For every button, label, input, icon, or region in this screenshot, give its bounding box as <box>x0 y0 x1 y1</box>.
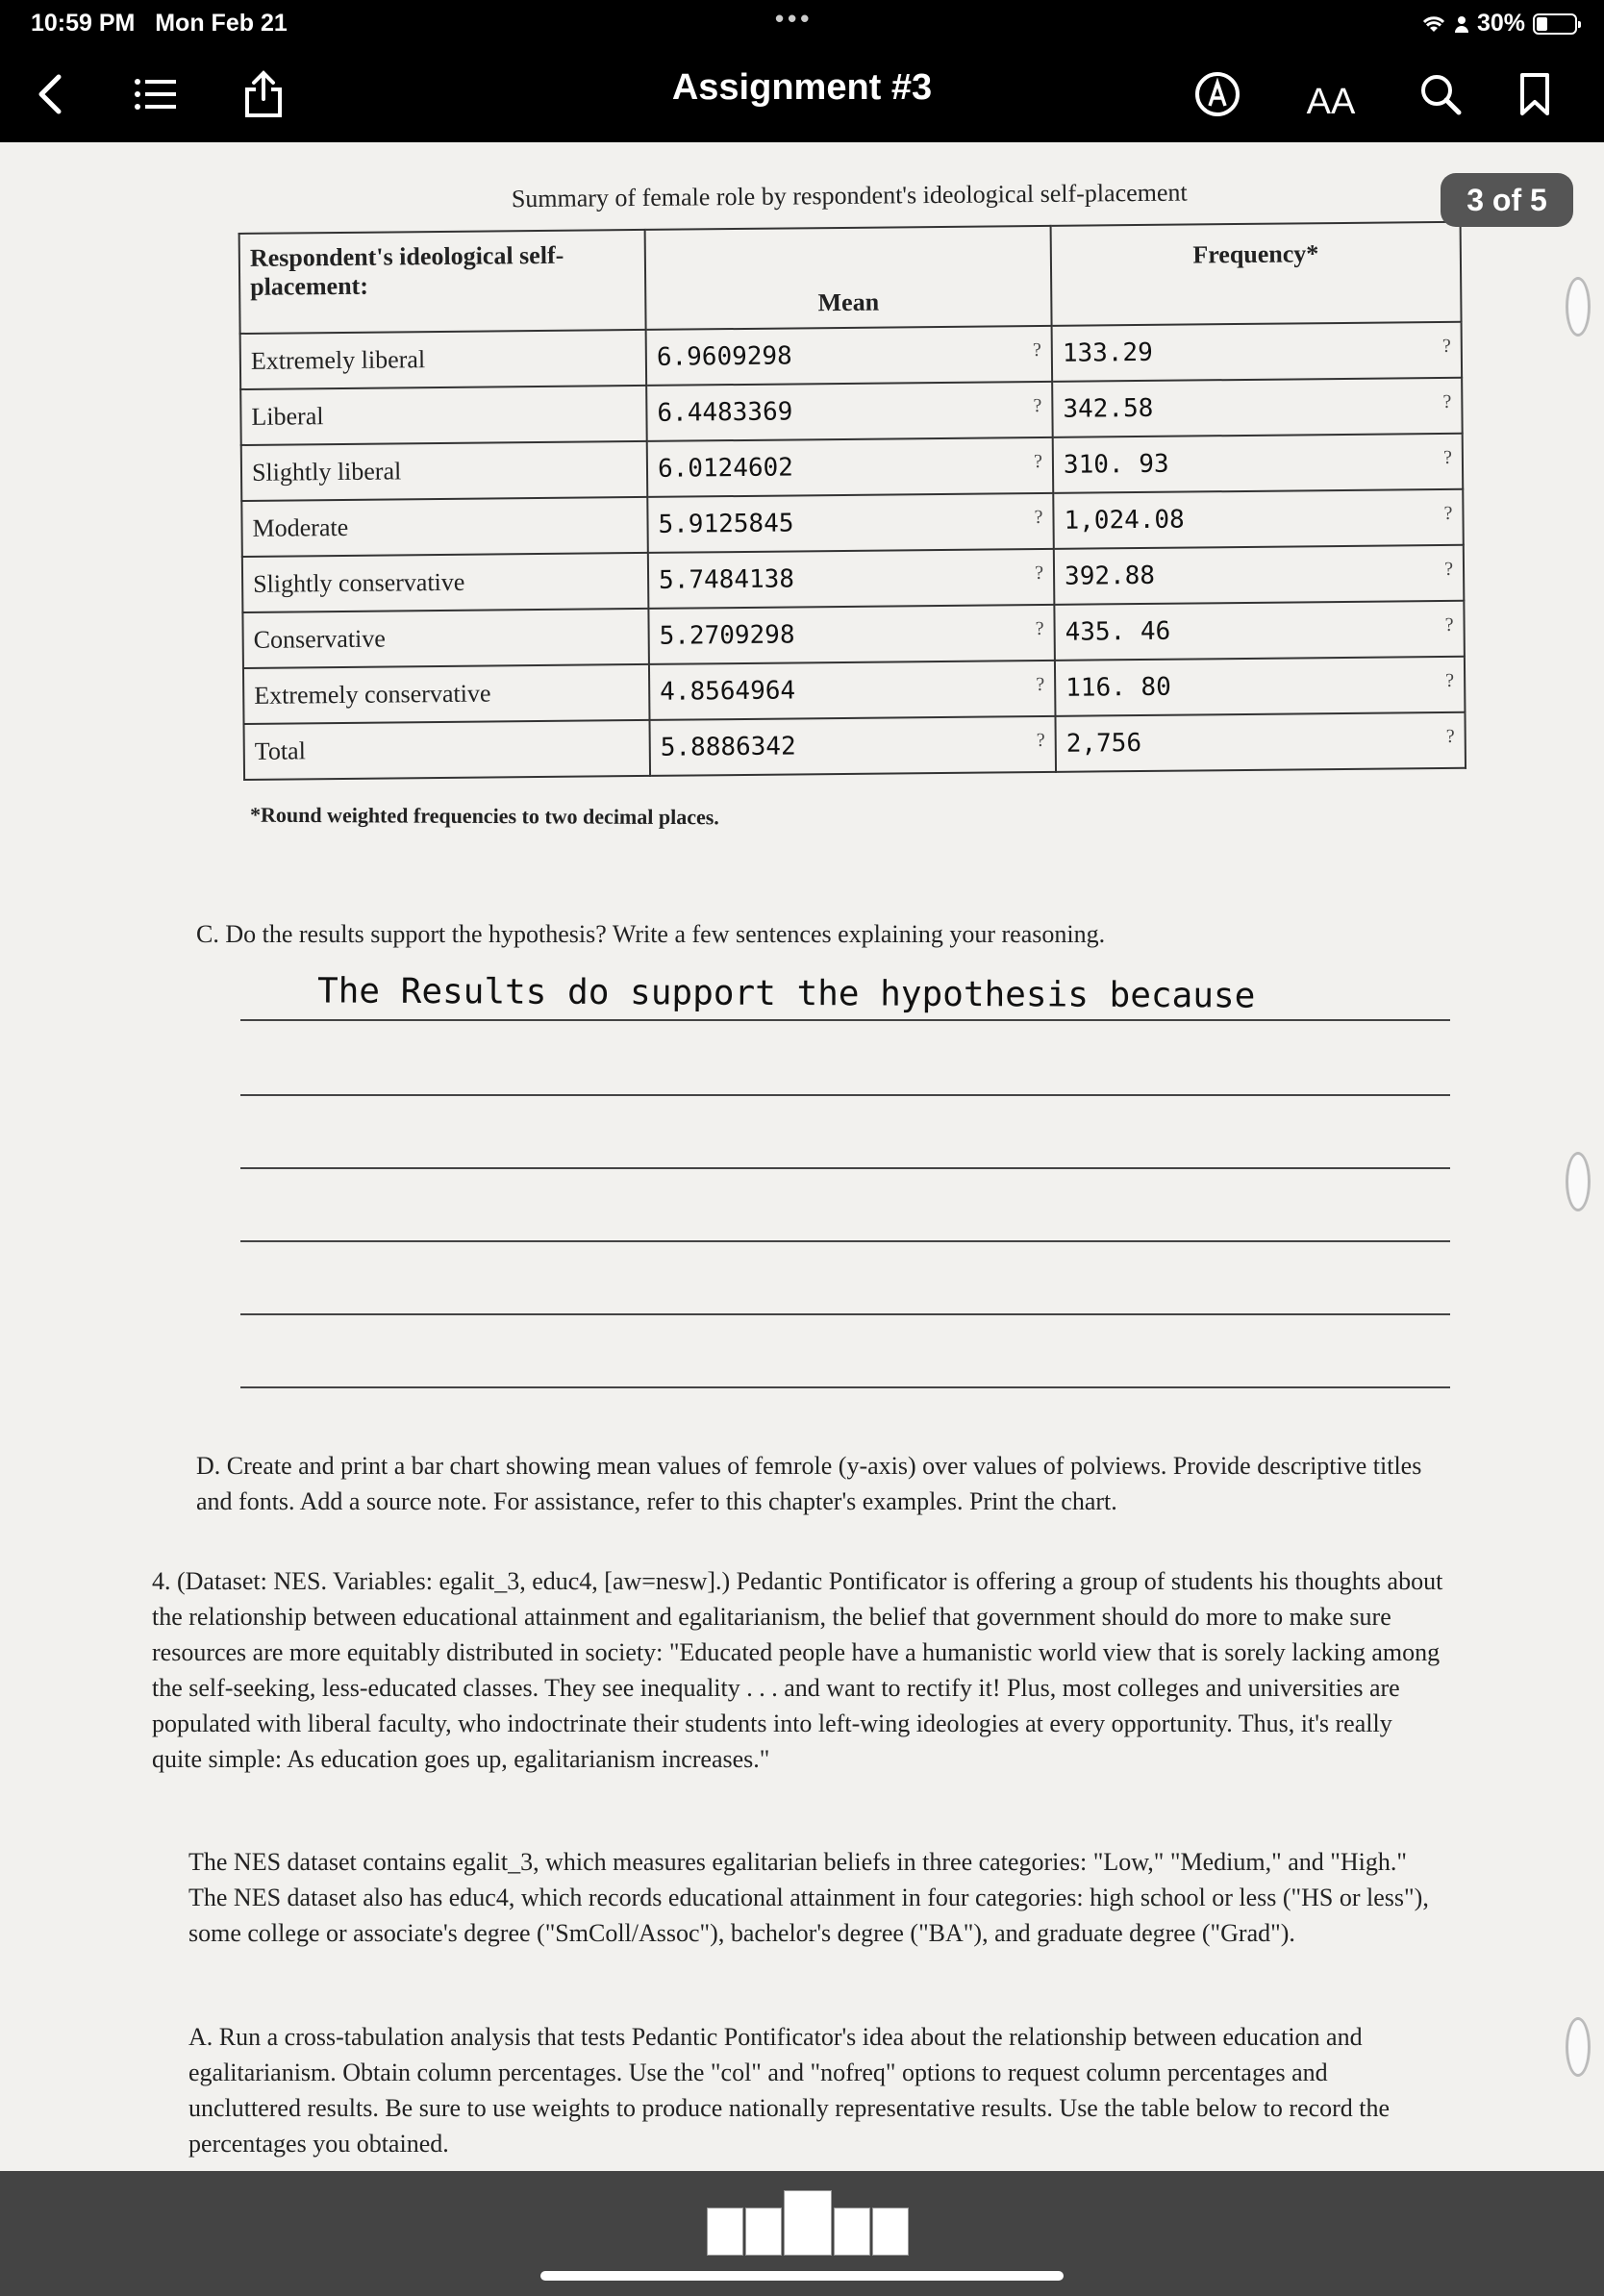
question-d: D. Create and print a bar chart showing mean values of femrole (y-axis) over values of polviews. Provide descriptive titles and fonts. Add a source note. For assistance, refer to this chapter's examples. Print the chart. <box>196 1452 1422 1515</box>
row-label: Extremely liberal <box>240 330 647 389</box>
answer-line <box>240 1313 1450 1315</box>
binder-hole <box>1566 2017 1591 2077</box>
mean-cell <box>647 437 1054 497</box>
markup-button[interactable] <box>1190 67 1244 121</box>
row-label: Extremely conservative <box>243 664 650 724</box>
answer-line <box>240 1019 1450 1021</box>
question-4-dataset: The NES dataset contains egalit_3, which measures egalitarian beliefs in three categories: "Low," "Medium," and "High." The NES dataset also has educ4, which records educational attainment in four categories: high school or less ("HS or less"), some college or associate's degree ("SmColl/Assoc"), bachelor's degree ("BA"), and graduate degree ("Grad"). <box>188 1848 1429 1947</box>
mean-value: 6.4483369 <box>657 397 793 428</box>
placeholder-mark: ? <box>1035 562 1044 585</box>
frequency-cell <box>1053 434 1464 493</box>
search-button[interactable] <box>1414 67 1467 121</box>
binder-hole <box>1566 1152 1591 1211</box>
frequency-value: 133.29 <box>1062 337 1153 368</box>
mean-value: 5.8886342 <box>660 732 796 762</box>
frequency-value: 310. 93 <box>1063 449 1169 480</box>
thumbnail-strip[interactable] <box>707 2190 909 2256</box>
header-mean: Mean <box>645 226 1052 330</box>
placeholder-mark: ? <box>1444 558 1454 580</box>
answer-line <box>240 1094 1450 1096</box>
row-label: Moderate <box>241 497 648 557</box>
frequency-value: 342.58 <box>1063 393 1154 424</box>
mean-cell <box>646 382 1053 441</box>
frequency-value: 1,024.08 <box>1064 505 1185 536</box>
placeholder-mark: ? <box>1442 390 1452 412</box>
row-label: Slightly conservative <box>242 553 649 612</box>
multitasking-dots-icon[interactable]: ••• <box>775 4 814 33</box>
mean-cell <box>647 493 1054 553</box>
handwritten-answer: The Results do support the hypothesis because <box>316 971 1256 1016</box>
page-thumbnail[interactable] <box>707 2208 743 2256</box>
question-4: 4. (Dataset: NES. Variables: egalit_3, educ4, [aw=nesw].) Pedantic Pontificator is offering a group of students his thoughts about the relationship between educational attainment and egalitarianism, the belief that government should do more to make sure resources are more equitably distributed in society: "Educated people have a humanistic world view that is sorely lacking among the self-seeking, less-educated classes. They see inequality . . . and want to rectify it! Plus, most colleges and universities are populated with liberal faculty, who indoctrinate their students into left-wing ideologies at every opportunity. Thus, it's really quite simple: As education goes up, egalitarianism increases." <box>152 1567 1443 1773</box>
row-label: Conservative <box>242 609 649 668</box>
frequency-cell <box>1054 601 1465 661</box>
mean-value: 5.9125845 <box>658 509 794 539</box>
placeholder-mark: ? <box>1444 613 1454 636</box>
placeholder-mark: ? <box>1442 446 1453 468</box>
markup-pen-icon <box>1194 71 1241 117</box>
page-thumbnail[interactable] <box>834 2208 870 2256</box>
mean-cell <box>646 326 1053 386</box>
placeholder-mark: ? <box>1445 725 1455 747</box>
page-thumbnail[interactable] <box>745 2208 782 2256</box>
status-right <box>1421 10 1577 37</box>
frequency-value: 116. 80 <box>1065 672 1171 703</box>
frequency-cell <box>1053 489 1464 549</box>
mean-value: 4.8564964 <box>660 676 796 707</box>
table-footnote: *Round weighted frequencies to two decimal places. <box>249 802 719 830</box>
home-indicator[interactable] <box>540 2271 1064 2281</box>
status-bar <box>0 0 1604 46</box>
placeholder-mark: ? <box>1033 394 1042 417</box>
placeholder-mark: ? <box>1036 673 1045 696</box>
battery-percent: 30% <box>1476 10 1525 37</box>
mean-value: 6.0124602 <box>657 453 794 484</box>
table-row <box>244 712 1466 780</box>
frequency-cell <box>1055 712 1466 772</box>
page-scrubber[interactable] <box>0 2171 1604 2296</box>
mean-cell <box>648 605 1055 664</box>
question-4-part-a: A. Run a cross-tabulation analysis that tests Pedantic Pontificator's idea about the relationship between education and egalitarianism. Obtain column percentages. Use the "col" and "nofreq" options to request column percentages and uncluttered results. Be sure to use weights to produce nationally representative results. Use the table below to record the percentages you obtained. <box>188 2023 1391 2158</box>
mean-cell <box>648 549 1055 609</box>
bookmark-button[interactable] <box>1508 67 1562 121</box>
row-label: Slightly liberal <box>241 441 648 501</box>
status-time: 10:59 PM Mon Feb 21 <box>31 10 288 37</box>
placeholder-mark: ? <box>1441 335 1451 357</box>
mean-value: 5.2709298 <box>659 620 795 651</box>
frequency-value: 392.88 <box>1064 561 1156 591</box>
frequency-cell <box>1055 657 1466 716</box>
placeholder-mark: ? <box>1035 617 1044 640</box>
placeholder-mark: ? <box>1033 450 1043 473</box>
text-size-button[interactable]: AA <box>1306 81 1356 122</box>
page-thumbnail[interactable] <box>872 2208 909 2256</box>
toolbar <box>0 46 1604 142</box>
wifi-icon <box>1421 14 1446 34</box>
frequency-value: 2,756 <box>1065 729 1142 759</box>
summary-table <box>238 160 1466 781</box>
mean-value: 6.9609298 <box>656 341 792 372</box>
document-page <box>0 142 1604 2171</box>
question-c-prompt: C. Do the results support the hypothesis? Write a few sentences explaining your reasoning. <box>196 920 1106 948</box>
page-thumbnail-current[interactable] <box>784 2190 832 2256</box>
frequency-value: 435. 46 <box>1065 616 1171 647</box>
bookmark-icon <box>1518 72 1551 116</box>
placeholder-mark: ? <box>1034 506 1043 529</box>
mean-value: 5.7484138 <box>658 564 795 595</box>
table-caption: Summary of female role by respondent's ideological self-placement <box>511 178 1188 213</box>
row-label: Total <box>244 720 651 780</box>
answer-line <box>240 1386 1450 1388</box>
placeholder-mark: ? <box>1443 502 1453 524</box>
mean-cell <box>649 661 1056 720</box>
binder-hole <box>1566 277 1591 337</box>
battery-icon <box>1533 13 1577 35</box>
person-icon <box>1454 14 1469 34</box>
header-frequency: Frequency* <box>1051 222 1462 326</box>
placeholder-mark: ? <box>1032 338 1041 362</box>
frequency-cell <box>1052 378 1463 437</box>
answer-line <box>240 1167 1450 1169</box>
document-title: Assignment #3 <box>671 67 933 108</box>
header-ideology: Respondent's ideological self-placement: <box>239 230 646 334</box>
placeholder-mark: ? <box>1036 729 1045 752</box>
page-indicator: 3 of 5 <box>1441 173 1573 227</box>
placeholder-mark: ? <box>1445 669 1455 691</box>
frequency-cell <box>1052 322 1463 382</box>
row-label: Liberal <box>240 386 647 445</box>
search-icon <box>1419 73 1462 115</box>
frequency-cell <box>1054 545 1465 605</box>
answer-line <box>240 1240 1450 1242</box>
mean-cell <box>650 716 1057 776</box>
